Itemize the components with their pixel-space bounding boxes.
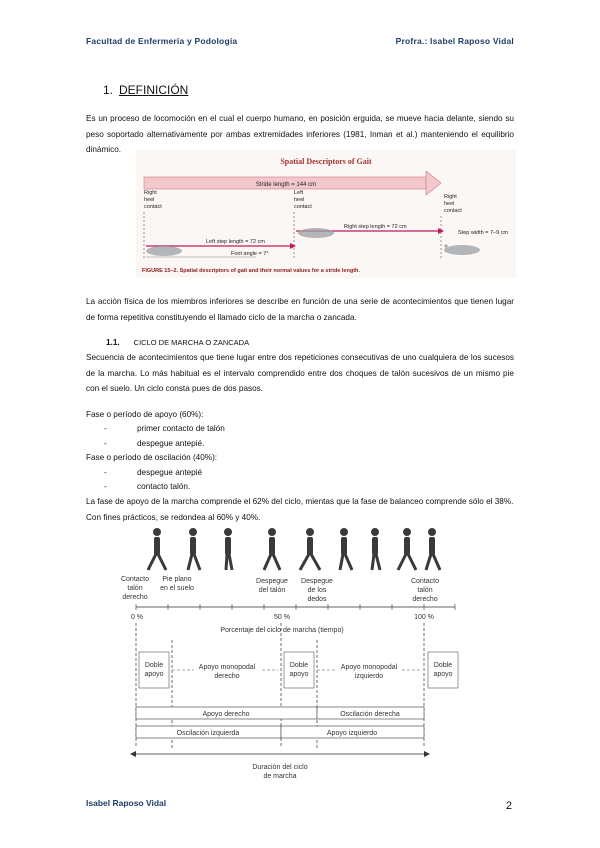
toe-mark — [445, 245, 448, 248]
spatial-gait-figure — [136, 150, 516, 278]
box-5-l1: Doble — [433, 662, 453, 669]
section-number: 1. — [103, 83, 114, 97]
right-heel-contact-2-l2: heel — [444, 201, 455, 207]
stance-phase-label: Fase o período de apoyo (60%): — [86, 410, 204, 419]
event-5-l1: Contacto — [410, 578, 440, 585]
event-1-l2: talón — [127, 585, 143, 592]
stance-item-1: - primer contacto de talón — [86, 422, 225, 436]
walker-8 — [398, 528, 416, 570]
left-heel-contact-l1: Left — [294, 190, 304, 196]
left-step-label: Left step length = 72 cm — [206, 239, 265, 245]
foot-angle-label: Foot angle = 7° — [231, 251, 269, 257]
footer-author: Isabel Raposo Vidal — [86, 798, 167, 808]
walker-9 — [426, 528, 440, 570]
box-2-l1: Apoyo monopodal — [198, 664, 256, 671]
double-support-box-2 — [284, 652, 314, 688]
right-swing-label: Oscilación derecha — [340, 711, 400, 718]
box-5-l2: apoyo — [433, 671, 453, 678]
event-4-l2: de los — [307, 587, 327, 594]
walker-5 — [300, 528, 320, 570]
swing-item-1-text: despegue antepié — [137, 467, 203, 477]
definition-paragraph: Es un proceso de locomoción en el cual el cuerpo humano, en posición erguida, se mueve hacia delante, siendo su peso soportado alternativamente por ambas extremidades inferiores (1981, Inman et al.) manteniendo el equilibrio dinámico. — [86, 114, 514, 154]
stride-label: Stride length = 144 cm — [255, 182, 317, 188]
double-support-box-1 — [139, 652, 169, 688]
box-4-l1: Apoyo monopodal — [340, 664, 398, 671]
figure-background — [136, 150, 516, 278]
header-faculty: Facultad de Enfermería y Podología — [86, 36, 238, 46]
event-1-l3: derecho — [122, 594, 148, 601]
left-stance-label: Apoyo izquierdo — [326, 730, 378, 737]
stance-item-2-text: despegue antepié. — [137, 438, 205, 448]
figure-title: Spatial Descriptors of Gait — [280, 157, 372, 166]
left-heel-contact-l3: contact — [294, 204, 312, 210]
right-heel-contact-1-l3: contact — [144, 204, 162, 210]
step-width-label: Step width = 7–9 cm — [458, 230, 508, 236]
axis-label: Porcentaje del ciclo de marcha (tiempo) — [220, 627, 344, 634]
box-1-l2: apoyo — [144, 671, 164, 678]
duration-label-l2: de marcha — [263, 773, 297, 780]
stance-item-2: - despegue antepié. — [86, 437, 225, 451]
walker-7 — [371, 528, 380, 570]
event-4-l3: dedos — [307, 596, 327, 603]
event-1-l1: Contacto — [120, 576, 150, 583]
figure-caption: FIGURE 15–2. Spatial descriptors of gait and their normal values for a stride length. — [142, 268, 360, 274]
footprint-left — [298, 228, 334, 238]
footprint-right-2 — [444, 245, 480, 255]
duration-arrow-right — [424, 751, 430, 757]
walker-4 — [264, 528, 280, 570]
gait-cycle-figure — [110, 520, 480, 788]
right-stance-label: Apoyo derecho — [202, 711, 250, 718]
phases-list — [86, 408, 225, 494]
duration-arrow-left — [130, 751, 136, 757]
pct-50-label: 50 % — [274, 614, 290, 621]
walker-6 — [340, 528, 352, 570]
right-step-label: Right step length = 72 cm — [344, 224, 407, 230]
subsection-title: CICLO DE MARCHA O ZANCADA — [133, 338, 250, 347]
subsection-heading — [106, 338, 249, 347]
event-5-l2: talón — [417, 587, 433, 594]
walker-2 — [188, 528, 200, 570]
event-2-l2: en el suelo — [160, 585, 194, 592]
event-5-l3: derecho — [412, 596, 438, 603]
stance-item-1-text: primer contacto de talón — [137, 424, 225, 434]
box-4-l2: izquierdo — [354, 673, 384, 680]
footprint-right-1 — [146, 246, 182, 256]
pct-100-label: 100 % — [414, 614, 434, 621]
box-1-l1: Doble — [144, 662, 164, 669]
swing-item-2-text: contacto talón. — [137, 482, 191, 492]
percentage-paragraph: La fase de apoyo de la marcha comprende el 62% del ciclo, mientas que la fase de balanceo comprende sólo el 38%. Con fines prácticos, se redondea al 60% y 40%. — [86, 497, 514, 522]
right-heel-contact-2-l3: contact — [444, 208, 462, 214]
left-heel-contact-l2: heel — [294, 197, 305, 203]
event-4-l1: Despegue — [301, 578, 333, 585]
walker-3 — [224, 528, 232, 570]
section-title: DEFINICIÓN — [119, 83, 189, 97]
box-3-l2: apoyo — [289, 671, 309, 678]
spatial-gait-diagram — [136, 150, 516, 278]
right-heel-contact-1-l2: heel — [144, 197, 155, 203]
event-3-l2: del talón — [258, 587, 286, 594]
event-3-l1: Despegue — [256, 578, 288, 585]
gait-cycle-diagram — [110, 520, 480, 788]
description-paragraph: La acción física de los miembros inferiores se describe en función de una serie de acontecimientos que tienen lugar de forma repetitiva constituyendo el llamado ciclo de la marcha o zancada. — [86, 297, 514, 322]
duration-label-l1: Duración del ciclo — [252, 764, 308, 771]
subsection-number: 1.1. — [106, 338, 120, 347]
double-support-box-3 — [428, 652, 458, 688]
walker-1 — [148, 528, 166, 570]
page-number: 2 — [505, 800, 512, 812]
pct-0-label: 0 % — [130, 614, 144, 621]
left-swing-label: Oscilación izquierda — [176, 730, 240, 737]
right-heel-contact-1-l1: Right — [144, 190, 157, 196]
cycle-paragraph: Secuencia de acontecimientos que tiene lugar entre dos repeticiones consecutivas de uno cualquiera de los sucesos de la marcha. Lo más habitual es el intervalo comprendido entre dos choques de talón sucesivos de un mismo pie con el suelo. Un ciclo consta pues de dos pasos. — [86, 353, 514, 393]
right-heel-contact-2-l1: Right — [444, 194, 457, 200]
header-professor: Profra.: Isabel Raposo Vidal — [395, 36, 514, 46]
swing-item-1: - despegue antepié — [86, 466, 225, 480]
box-2-l2: derecho — [214, 673, 240, 680]
walking-figures — [148, 528, 440, 570]
box-3-l1: Doble — [289, 662, 309, 669]
swing-phase-label: Fase o período de oscilación (40%): — [86, 453, 218, 463]
event-2-l1: Pie plano — [162, 576, 192, 583]
section-heading-definicion — [103, 83, 188, 97]
swing-item-2: - contacto talón. — [86, 480, 225, 494]
